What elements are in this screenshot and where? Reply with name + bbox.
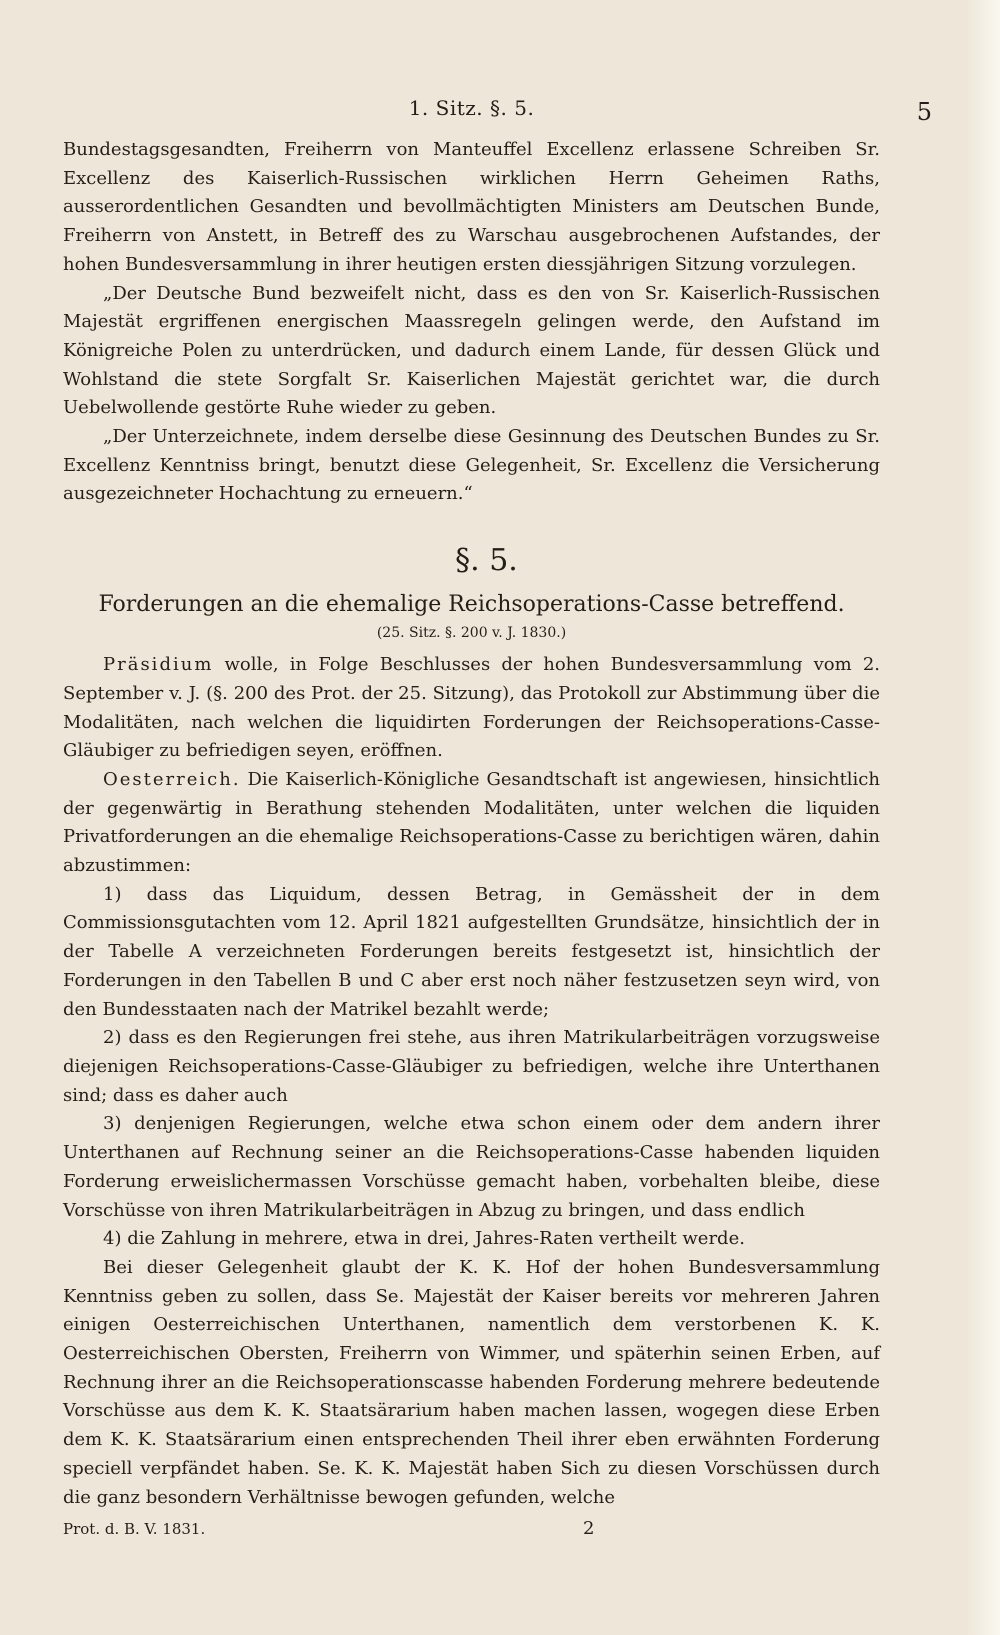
page-number: 5 bbox=[916, 98, 932, 126]
section-mark: §. 5. bbox=[455, 543, 518, 579]
list-item: 4) die Zahlung in mehrere, etwa in drei, Jahres-Raten vertheilt werde. bbox=[103, 1228, 745, 1250]
paragraph-quote-2: „Der Unterzeichnete, indem derselbe diese Gesinnung des Deutschen Bundes zu Sr. Excellenz Kenntniss bringt, benutzt diese Gelegenheit, Sr. Excellenz die Versicherung ausgezeichneter Hochachtung zu erneuern.“ bbox=[63, 426, 880, 505]
sheet-number: 2 bbox=[583, 1518, 595, 1540]
section-title: Forderungen an die ehemalige Reichsoperations-Casse betreffend. bbox=[98, 592, 845, 618]
section-reference: (25. Sitz. §. 200 v. J. 1830.) bbox=[376, 625, 567, 642]
paragraph-closing: Bei dieser Gelegenheit glaubt der K. K. Hof der hohen Bundesversammlung Kenntniss geben zu sollen, dass Se. Majestät der Kaiser bereits vor mehreren Jahren einigen Oesterreichischen Unterthanen, namentlich dem verstorbenen K. K. Oesterreichischen Obersten, Freiherrn von Wimmer, und späterhin seinen Erben, auf Rechnung ihrer an die Reichsoperationscasse habenden Forderung mehrere bedeutende Vorschüsse aus dem K. K. Staatsärarium haben machen lassen, wogegen diese Erben dem K. K. Staatsärarium einen entsprechenden Theil ihrer eben erwähnten Forderung speciell verpfändet haben. Se. K. K. Majestät haben Sich zu diesen Vorschüssen durch die ganz besondern Verhältnisse bewogen gefunden, welche bbox=[63, 1256, 880, 1508]
paragraph-letter-intro: Bundestagsgesandten, Freiherrn von Manteuffel Excellenz erlassene Schreiben Sr. Excellenz des Kaiserlich-Russischen wirklichen Herrn Geheimen Raths, ausserordentlichen Gesandten und bevollmächtigten Ministers am Deutschen Bunde, Freiherrn von Anstett, in Betreff des zu Warschau ausgebrochenen Aufstandes, der hohen Bundesversammlung in ihrer heutigen ersten diessjährigen Sitzung vorzulegen. bbox=[63, 139, 880, 275]
paragraph-quote-1: „Der Deutsche Bund bezweifelt nicht, dass es den von Sr. Kaiserlich-Russischen Majestät ergriffenen energischen Maassregeln gelingen werde, den Aufstand im Königreiche Polen zu unterdrücken, und dadurch einem Lande, für dessen Glück und Wohlstand die stete Sorgfalt Sr. Kaiserlichen Majestät gerichtet war, die durch Uebelwollende gestörte Ruhe wieder zu geben. bbox=[63, 282, 880, 419]
page-footer bbox=[63, 1518, 880, 1540]
page-header bbox=[63, 96, 932, 136]
footer-signature: Prot. d. B. V. 1831. bbox=[63, 1520, 206, 1539]
speaker-oesterreich: Oesterreich. bbox=[103, 768, 241, 790]
speaker-praesidium: Präsidium bbox=[103, 654, 214, 676]
paragraph-oesterreich bbox=[63, 766, 880, 881]
running-head: 1. Sitz. §. 5. bbox=[408, 96, 535, 120]
list-item: 3) denjenigen Regierungen, welche etwa schon einem oder dem andern ihrer Unterthanen auf Rechnung seiner an die Reichsoperations-Casse habenden liquiden Forderung erweislichermassen Vorschüsse gemacht haben, vorbehalten bleibe, diese Vorschüsse von ihren Matrikularbeiträgen in Abzug zu bringen, und dass endlich bbox=[63, 1113, 880, 1221]
oesterreich-text: Die Kaiserlich-Königliche Gesandtschaft ist angewiesen, hinsichtlich der gegenwärtig in Berathung stehenden Modalitäten, unter welchen die liquiden Privatforderungen an die ehemalige Reichsoperations-Casse zu berichtigen wären, dahin abzustimmen: bbox=[63, 768, 880, 877]
paragraph-praesidium bbox=[63, 651, 880, 766]
list-item: 1) dass das Liquidum, dessen Betrag, in Gemässheit der in dem Commissionsgutachten vom 12. April 1821 aufgestellten Grundsätze, hinsichtlich der in der Tabelle A verzeichneten Forderungen bereits festgesetzt ist, hinsichtlich der Forderungen in den Tabellen B und C aber erst noch näher festzusetzen seyn wird, von den Bundesstaaten nach der Matrikel bezahlt werde; bbox=[63, 883, 880, 1020]
praesidium-text: wolle, in Folge Beschlusses der hohen Bundesversammlung vom 2. September v. J. (§. 200 des Prot. der 25. Sitzung), das Protokoll zur Abstimmung über die Modalitäten, nach welchen die liquidirten Forderungen der Reichsoperations-Casse-Gläubiger zu befriedigen seyen, eröffnen. bbox=[63, 654, 880, 762]
page-edge-shadow bbox=[966, 0, 1000, 1635]
list-item: 2) dass es den Regierungen frei stehe, aus ihren Matrikularbeiträgen vorzugsweise diejenigen Reichsoperations-Casse-Gläubiger zu befriedigen, welche ihre Unterthanen sind; dass es daher auch bbox=[63, 1027, 880, 1106]
